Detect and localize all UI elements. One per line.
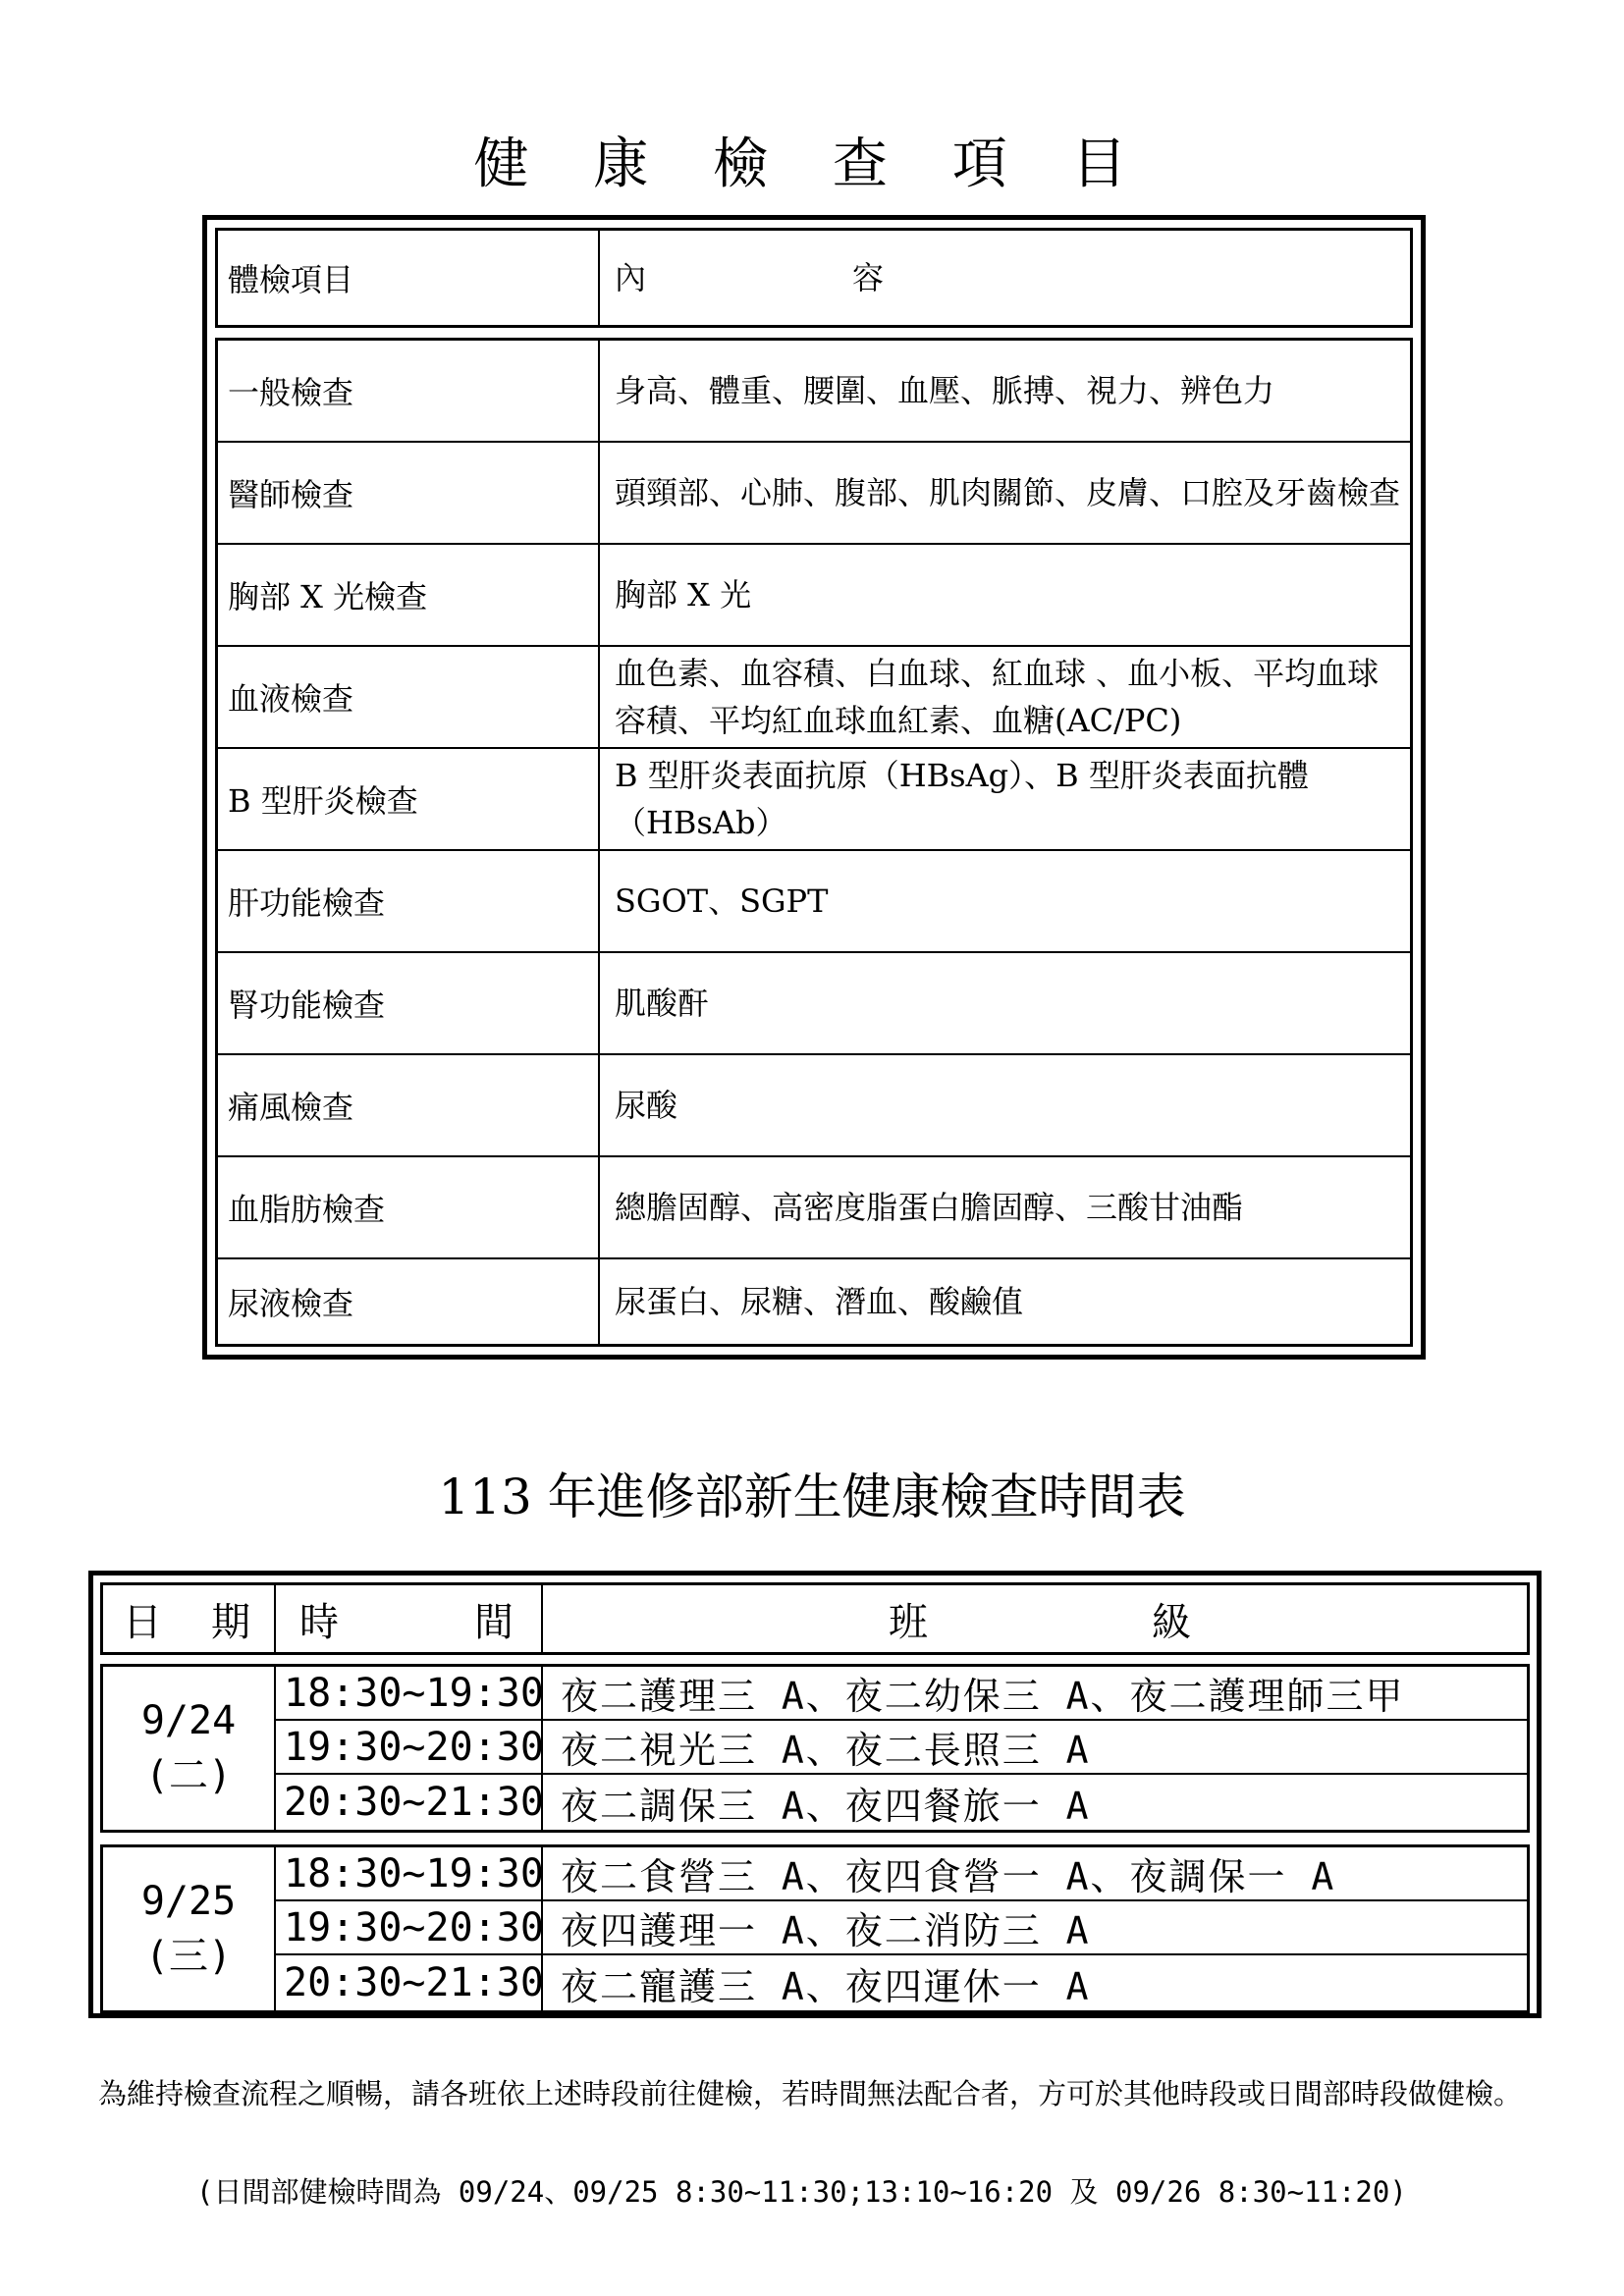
table-row — [276, 1847, 1527, 1901]
slot-classes: 夜二調保三 A、夜四餐旅一 A — [561, 1784, 1091, 1828]
header-date-1: 日 — [123, 1599, 162, 1645]
table-row — [218, 851, 1410, 953]
schedule-table — [88, 1571, 1542, 2018]
table-row — [218, 647, 1410, 749]
slot-time: 18:30~19:30 — [284, 1850, 544, 1896]
slot-classes: 夜二寵護三 A、夜四運休一 A — [561, 1964, 1091, 2008]
header-item: 體檢項目 — [228, 261, 354, 298]
exam-table-header — [215, 228, 1413, 328]
exam-items-table — [202, 215, 1426, 1360]
day-date-cell — [103, 1847, 274, 2010]
exam-item: 胸部 X 光檢查 — [228, 578, 428, 615]
exam-content: 尿蛋白、尿糖、潛血、酸鹼值 — [615, 1283, 1024, 1320]
exam-item: 腎功能檢查 — [228, 987, 386, 1024]
header-date-2: 期 — [211, 1599, 250, 1645]
table-row — [276, 1901, 1527, 1955]
slot-time: 19:30~20:30 — [284, 1904, 544, 1950]
table-row — [218, 545, 1410, 647]
exam-content: 頭頸部、心肺、腹部、肌肉關節、皮膚、口腔及牙齒檢查 — [615, 474, 1401, 511]
slot-time: 20:30~21:30 — [284, 1780, 544, 1825]
exam-content: SGOT、SGPT — [615, 882, 829, 920]
exam-item: 一般檢查 — [228, 374, 354, 411]
exam-item: 痛風檢查 — [228, 1089, 354, 1126]
schedule-header — [100, 1582, 1530, 1655]
exam-item: 醫師檢查 — [228, 476, 354, 513]
table-row — [276, 1721, 1527, 1775]
table-row — [218, 1157, 1410, 1259]
table-row — [218, 953, 1410, 1055]
slot-time: 20:30~21:30 — [284, 1960, 544, 2005]
day-division-note: (日間部健檢時間為 09/24、09/25 8:30~11:30;13:10~16:20 及 09/26 8:30~11:20) — [196, 2175, 1407, 2209]
table-row — [218, 341, 1410, 443]
table-row — [276, 1775, 1527, 1830]
slot-classes: 夜二護理三 A、夜二幼保三 A、夜二護理師三甲 — [561, 1675, 1405, 1718]
slot-classes: 夜四護理一 A、夜二消防三 A — [561, 1909, 1091, 1952]
table-row — [218, 1259, 1410, 1344]
schedule-note: 為維持檢查流程之順暢，請各班依上述時段前往健檢，若時間無法配合者，方可於其他時段或日間部時段做健檢。 — [98, 2077, 1523, 2110]
day-weekday: (二) — [144, 1753, 233, 1798]
page-title: 健 康 檢 查 項 目 — [473, 133, 1151, 196]
exam-item: 血液檢查 — [228, 680, 354, 718]
header-content: 內 容 — [615, 259, 885, 296]
header-class-1: 班 — [889, 1599, 928, 1645]
slot-classes: 夜二視光三 A、夜二長照三 A — [561, 1729, 1091, 1772]
exam-content: 胸部 X 光 — [615, 576, 752, 614]
table-row — [218, 1055, 1410, 1157]
table-row — [218, 443, 1410, 545]
schedule-day-group — [100, 1844, 1530, 2013]
header-time-2: 間 — [474, 1599, 514, 1645]
exam-content: 總膽固醇、高密度脂蛋白膽固醇、三酸甘油酯 — [615, 1189, 1244, 1226]
slot-time: 18:30~19:30 — [284, 1670, 544, 1716]
header-class-2: 級 — [1152, 1599, 1191, 1645]
exam-item: 尿液檢查 — [228, 1285, 354, 1322]
exam-table-body — [215, 338, 1413, 1347]
exam-item: B 型肝炎檢查 — [228, 782, 418, 820]
schedule-day-group — [100, 1664, 1530, 1833]
table-row — [218, 749, 1410, 851]
header-time-1: 時 — [299, 1599, 339, 1645]
exam-item: 肝功能檢查 — [228, 884, 386, 922]
slot-classes: 夜二食營三 A、夜四食營一 A、夜調保一 A — [561, 1855, 1336, 1898]
day-date: 9/25 — [140, 1879, 237, 1924]
exam-content: 肌酸酐 — [615, 985, 710, 1022]
exam-content: 尿酸 — [615, 1087, 678, 1124]
exam-content: B 型肝炎表面抗原（HBsAg）、B 型肝炎表面抗體（HBsAb） — [615, 757, 1309, 841]
exam-item: 血脂肪檢查 — [228, 1191, 386, 1228]
day-date-cell — [103, 1667, 274, 1830]
exam-content: 身高、體重、腰圍、血壓、脈搏、視力、辨色力 — [615, 372, 1275, 409]
day-weekday: (三) — [144, 1934, 233, 1979]
table-row — [276, 1955, 1527, 2010]
day-date: 9/24 — [140, 1698, 237, 1743]
slot-time: 19:30~20:30 — [284, 1724, 544, 1770]
schedule-title: 113 年進修部新生健康檢查時間表 — [438, 1468, 1186, 1525]
table-row — [276, 1667, 1527, 1721]
exam-content: 血色素、血容積、白血球、紅血球 、血小板、平均血球容積、平均紅血球血紅素、血糖(AC/PC) — [615, 655, 1380, 739]
